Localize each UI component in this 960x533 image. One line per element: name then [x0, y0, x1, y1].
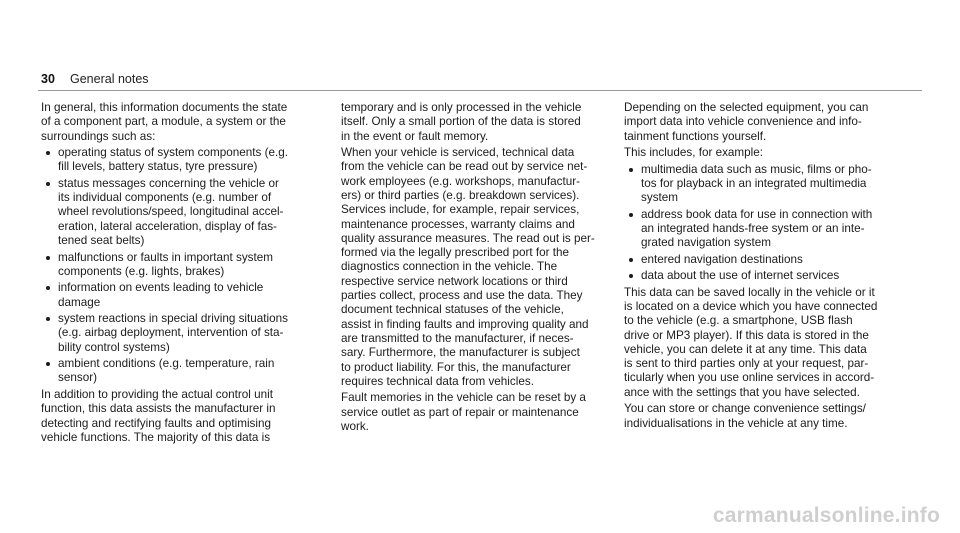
bullet-icon	[46, 362, 50, 366]
bullet-icon	[46, 317, 50, 321]
section-title: General notes	[70, 72, 149, 86]
paragraph: When your vehicle is serviced, technical data from the vehicle can be read out by service net- work employees (e.g. workshops, manufactur- ers) or third parties (e.g. breakdown services). Services include, for example, repair services, maintenance processes, warranty claims and quality assurance measures. The read out is per- formed via the legally prescribed port for the diagnostics connection in the vehicle. The respective service network locations or third parties collect, process and use the data. They document technical statuses of the vehicle, assist in finding faults and improving quality and are transmitted to the manufacturer, if neces- sary. Furthermore, the manufacturer is subject to product liability. For this, the manufacturer requires technical data from vehicles.	[341, 146, 595, 388]
bullet-icon	[46, 182, 50, 186]
list-item: data about the use of internet services	[624, 269, 917, 283]
list-item: status messages concerning the vehicle or its individual components (e.g. number of wheel revolutions/speed, longitudinal accel- eration, lateral acceleration, display of fas- tened seat belts)	[41, 177, 334, 248]
paragraph: This data can be saved locally in the vehicle or it is located on a device which you have connected to the vehicle (e.g. a smartphone, USB flash drive or MP3 player). If this data is stored in the vehicle, you can delete it at any time. This data is sent to third parties only at your request, par- ticularly when you use online services in accord- ance with the settings that you have selected.	[624, 285, 878, 399]
list-item: malfunctions or faults in important system components (e.g. lights, brakes)	[41, 251, 334, 280]
text-column-1	[41, 101, 334, 447]
list-item: ambient conditions (e.g. temperature, rain sensor)	[41, 357, 334, 386]
bullet-icon	[46, 286, 50, 290]
bullet-icon	[629, 168, 633, 172]
bullet-icon	[629, 213, 633, 217]
list-item: address book data for use in connection with an integrated hands-free system or an inte- grated navigation system	[624, 208, 917, 251]
text-column-3	[624, 101, 917, 433]
bullet-icon	[46, 256, 50, 260]
text-column-2	[341, 101, 634, 436]
paragraph-outro: In addition to providing the actual control unit function, this data assists the manufacturer in detecting and rectifying faults and optimising vehicle functions. The majority of this data is	[41, 387, 276, 444]
bullet-icon	[46, 151, 50, 155]
bullet-icon	[629, 258, 633, 262]
paragraph: Depending on the selected equipment, you can import data into vehicle convenience and info- tainment functions yourself.	[624, 101, 869, 143]
paragraph-intro: In general, this information documents the state of a component part, a module, a system or the surroundings such as:	[41, 101, 288, 143]
bullet-icon	[629, 274, 633, 278]
list-item: information on events leading to vehicle damage	[41, 281, 334, 310]
bullet-list	[624, 163, 917, 284]
paragraph: You can store or change convenience settings/ individualisations in the vehicle at any time.	[624, 402, 866, 430]
list-item: entered navigation destinations	[624, 253, 917, 267]
list-item: multimedia data such as music, films or pho- tos for playback in an integrated multimedia system	[624, 163, 917, 206]
paragraph: temporary and is only processed in the vehicle itself. Only a small portion of the data is stored in the event or fault memory.	[341, 101, 582, 143]
list-item: operating status of system components (e.g. fill levels, battery status, tyre pressure)	[41, 146, 334, 175]
watermark: carmanualsonline.info	[712, 504, 940, 527]
list-item: system reactions in special driving situations (e.g. airbag deployment, intervention of sta- bility control systems)	[41, 312, 334, 355]
header-divider	[38, 90, 922, 91]
page-number: 30	[41, 72, 55, 86]
paragraph: This includes, for example:	[624, 146, 764, 160]
paragraph: Fault memories in the vehicle can be reset by a service outlet as part of repair or maintenance work.	[341, 391, 586, 433]
bullet-list	[41, 146, 334, 386]
